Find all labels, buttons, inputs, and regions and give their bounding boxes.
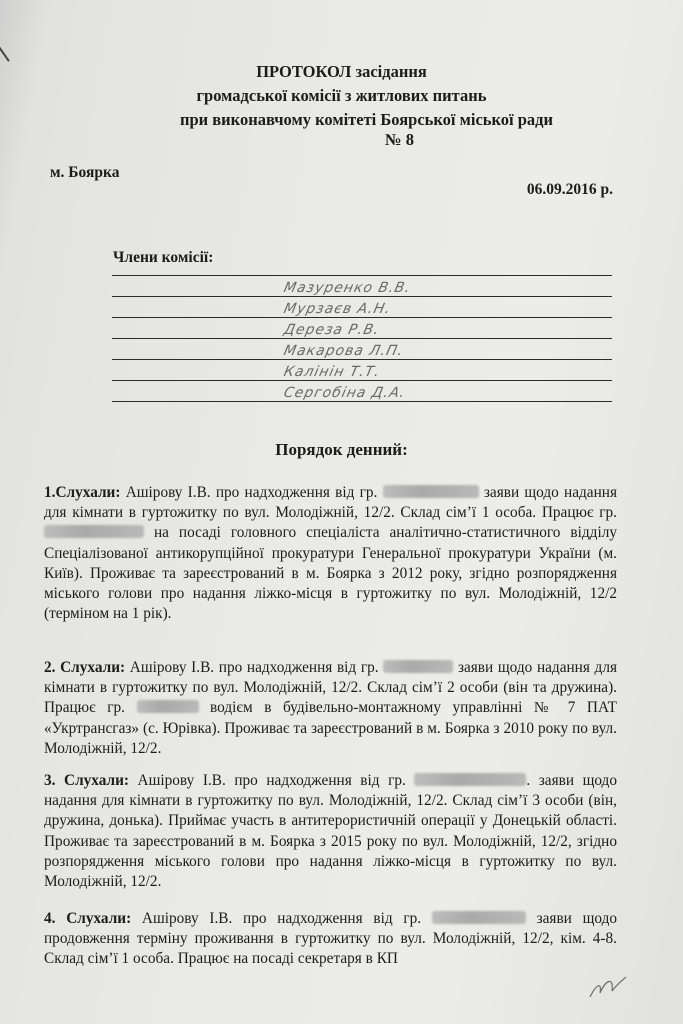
item-label: 2. Слухали:	[44, 659, 126, 676]
item-text: Ашірову І.В. про надходження від гр.	[129, 772, 415, 789]
member-signature: Макарова Л.П.	[282, 343, 406, 359]
redaction	[383, 485, 479, 498]
member-signature: Сергобіна Д.А.	[282, 385, 408, 401]
city: м. Боярка	[50, 164, 120, 181]
redaction	[432, 911, 526, 924]
item-text: Ашірову І.В. про надходження від гр.	[131, 910, 432, 927]
redaction	[137, 700, 199, 713]
date: 06.09.2016 р.	[526, 181, 613, 198]
member-line	[112, 276, 612, 297]
agenda-item	[44, 483, 617, 624]
member-line	[112, 318, 612, 339]
item-label: 1.Слухали:	[44, 484, 121, 501]
initials-mark	[588, 975, 626, 999]
item-text: . заяви щодо надання для кімнати в гуртожитку по вул. Молодіжній, 12/2. Склад сім’ї 3 особи (він, дружина, донька). Приймає участь в антитерористичній операції у Донецькій області. Проживає та зареєстрований в м. Боярка з 2015 року по вул. Молодіжній, 12/2, згідно розпорядження міського голови про надання ліжко-місця в гуртожитку по вул. Молодіжній, 12/2.	[44, 772, 617, 891]
member-line	[112, 255, 612, 276]
protocol-number: № 8	[385, 130, 414, 149]
title-council: при виконавчому комітеті Боярської міської ради	[179, 110, 554, 129]
title-commission: громадської комісії з житлових питань	[196, 86, 487, 105]
agenda-item	[44, 909, 617, 970]
item-text: водієм в будівельно-монтажному управлінні № 7 ПАТ «Укртрансгаз» (с. Юрівка). Проживає та зареєстрований в м. Боярка з 2010 року по вул. Молодіжній, 12/2.	[44, 699, 618, 757]
redaction	[414, 773, 526, 786]
redaction	[44, 525, 144, 538]
members-list	[112, 255, 612, 402]
agenda-item	[44, 658, 617, 759]
title-protocol: ПРОТОКОЛ засідання	[256, 62, 427, 81]
item-text: Ашірову І.В. про надходження від гр.	[125, 659, 384, 676]
item-text: заяви щодо надання для кімнати в гуртожитку по вул. Молодіжній, 12/2. Склад сім’ї 2 особи (він та дружина). Працює гр.	[44, 659, 618, 717]
item-text: заяви щодо надання для кімнати в гуртожитку по вул. Молодіжній, 12/2. Склад сім’ї 1 особа. Працює гр.	[44, 484, 617, 522]
member-line	[112, 360, 612, 381]
member-line	[112, 297, 612, 318]
edge-mark	[0, 32, 25, 61]
agenda-title: Порядок денний:	[275, 440, 408, 459]
member-signature: Мурзаєв А.Н.	[282, 301, 393, 317]
member-signature: Дереза Р.В.	[282, 322, 382, 338]
member-line	[112, 339, 612, 360]
member-signature: Мазуренко В.В.	[282, 280, 413, 296]
members-label: Члени комісії:	[113, 249, 214, 266]
item-label: 4. Слухали:	[44, 910, 132, 927]
item-text: заяви щодо продовження терміну проживання в гуртожитку по вул. Молодіжній, 12/2, кім. 4-8. Склад сім’ї 1 особа. Працює на посаді секретаря в КП	[44, 910, 617, 968]
redaction	[383, 660, 453, 673]
item-text: на посаді головного спеціаліста аналітично-статистичного відділу Спеціалізованої антикорупційної прокуратури Генеральної прокуратури України (м. Київ). Проживає та зареєстрований в м. Боярка з 2012 року, згідно розпорядження міського голови про надання ліжко-місця в гуртожитку по вул. Молодіжній, 12/2 (терміном на 1 рік).	[44, 524, 617, 623]
item-label: 3. Слухали:	[44, 772, 130, 789]
member-line	[112, 381, 612, 402]
agenda-item	[44, 771, 617, 892]
item-text: Ашірову І.В. про надходження від гр.	[120, 484, 383, 501]
member-signature: Калінін Т.Т.	[282, 364, 382, 380]
